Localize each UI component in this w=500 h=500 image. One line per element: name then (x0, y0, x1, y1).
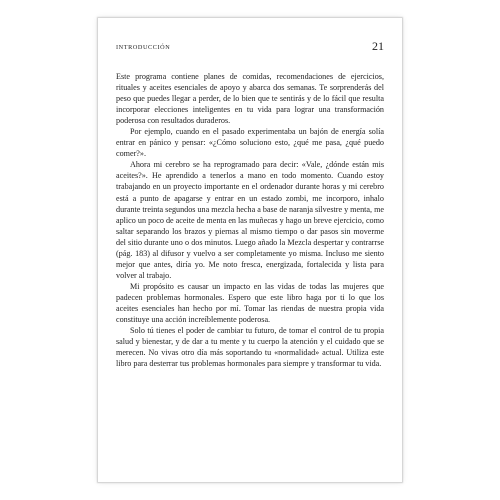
body-text (116, 71, 384, 369)
paragraph-2: Por ejemplo, cuando en el pasado experimentaba un bajón de energía solía entrar en pánico y pensar: «¿Cómo soluciono esto, ¿qué me pasa, ¿qué puedo comer?». (116, 127, 384, 159)
book-page (98, 18, 402, 482)
paragraph-1: Este programa contiene planes de comidas, recomendaciones de ejercicios, rituales y aceites esenciales de apoyo y abarca dos semanas. Te sorprenderás del peso que puedes llegar a perder, de lo bien que te sentirás y de lo fácil que resulta incorporar elecciones inteligentes en tu vida para lograr una transformación poderosa con resultados duraderos. (116, 72, 384, 126)
paragraph-4: Mi propósito es causar un impacto en las vidas de todas las mujeres que padecen problemas hormonales. Espero que este libro haga por ti lo que los aceites esenciales han hecho por mí. Tomar las riendas de nuestra propia vida constituye una acción increíblemente poderosa. (116, 281, 384, 325)
paragraph-5: Solo tú tienes el poder de cambiar tu futuro, de tomar el control de tu propia salud y bienestar, y de dar a tu mente y tu cuerpo la atención y el cuidado que se merecen. No vivas otro día más soportando tu «normalidad» actual. Utiliza este libro para desterrar tus problemas hormonales para siempre y transformar tu vida. (116, 326, 384, 369)
running-head: INTRODUCCIÓN (116, 44, 171, 51)
paragraph-3: Ahora mi cerebro se ha reprogramado para decir: «Vale, ¿dónde están mis aceites?». He aprendido a tenerlos a mano en todo momento. Cuando estoy trabajando en un proyecto importante en el ordenador durante horas y mi cerebro está a punto de apagarse y entrar en un estado zombi, me incorporo, inhalo durante treinta segundos una mezcla hecha a base de naranja silvestre y menta, me aplico un poco de aceite de menta en las muñecas y hago un breve ejercicio, como saltar separando los brazos y piernas al mismo tiempo o dar pasos sin moverme del sitio durante uno o dos minutos. Luego añado la Mezcla despertar y contrarrse (pág. 183) al difusor y vuelvo a ser completamente yo misma. Incluso me siento mejor que antes, diría yo. Me noto fresca, energizada, fortalecida y lista para volver al trabajo. (116, 160, 385, 280)
page-number: 21 (372, 39, 384, 53)
